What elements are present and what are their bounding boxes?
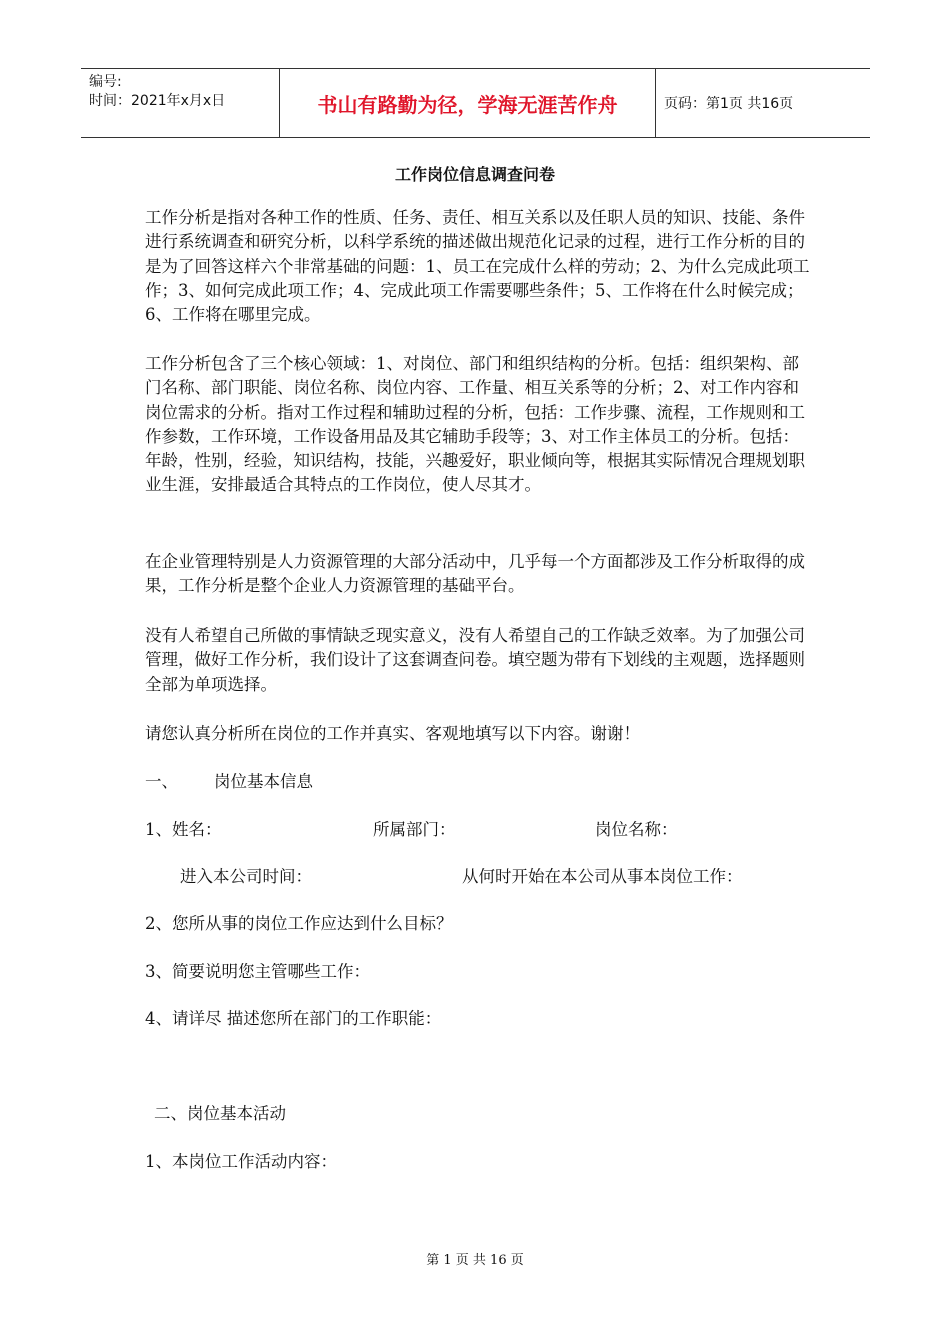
number-label: 编号: — [89, 74, 122, 90]
question-3: 3、简要说明您主管哪些工作： — [145, 962, 370, 981]
position-field-label: 岗位名称： — [595, 820, 678, 839]
paragraph-hr-basis: 在企业管理特别是人力资源管理的大部分活动中，几乎每一个方面都涉及工作分析取得的成果，工作分析是整个企业人力资源管理的基础平台。 — [145, 552, 805, 596]
section1-title: 岗位基本信息 — [214, 772, 313, 791]
header-motto: 书山有路勤为径，学海无涯苦作舟 — [280, 69, 656, 137]
paragraph-purpose: 没有人希望自己所做的事情缺乏现实意义，没有人希望自己的工作缺乏效率。为了加强公司管理，做好工作分析，我们设计了这套调查问卷。填空题为带有下划线的主观题，选择题则全部为单项选择。 — [145, 626, 805, 694]
question-2: 2、您所从事的岗位工作应达到什么目标？ — [145, 914, 453, 933]
section2-question-1: 1、本岗位工作活动内容： — [145, 1152, 337, 1171]
question-4: 4、请详尽 描述您所在部门的工作职能： — [145, 1009, 442, 1028]
paragraph-core-areas: 工作分析包含了三个核心领域：1、对岗位、部门和组织结构的分析。包括：组织架构、部门名称、部门职能、岗位名称、岗位内容、工作量、相互关系等的分析；2、对工作内容和岗位需求的分析。指对工作过程和辅助过程的分析，包括：工作步骤、流程，工作规则和工作参数，工作环境，工作设备用品及其它辅助手段等；3、对工作主体员工的分析。包括：年龄，性别，经验，知识结构，技能，兴趣爱好，职业倾向等，根据其实际情况合理规划职业生涯，安排最适合其特点的工作岗位，使人尽其才。 — [145, 354, 805, 495]
department-field-label: 所属部门： — [373, 820, 456, 839]
join-date-field-label: 进入本公司时间： — [180, 867, 312, 886]
section2-title: 二、岗位基本活动 — [154, 1104, 286, 1123]
name-field-label: 1、姓名： — [145, 820, 222, 839]
document-title: 工作岗位信息调查问卷 — [394, 165, 555, 184]
header-meta — [81, 69, 280, 137]
section1-number: 一、 — [145, 772, 178, 791]
paragraph-instruction: 请您认真分析所在岗位的工作并真实、客观地填写以下内容。谢谢！ — [145, 724, 640, 743]
page-footer: 第 1 页 共 16 页 — [426, 1253, 524, 1268]
position-since-field-label: 从何时开始在本公司从事本岗位工作： — [462, 867, 743, 886]
page-header — [81, 68, 870, 138]
header-page-info: 页码：第1页 共16页 — [664, 96, 794, 112]
date-label: 时间：2021年x月x日 — [89, 93, 226, 109]
paragraph-intro: 工作分析是指对各种工作的性质、任务、责任、相互关系以及任职人员的知识、技能、条件进行系统调查和研究分析，以科学系统的描述做出规范化记录的过程，进行工作分析的目的是为了回答这样六个非常基础的问题：1、员工在完成什么样的劳动；2、为什么完成此项工作；3、如何完成此项工作；4、完成此项工作需要哪些条件；5、工作将在什么时候完成；6、工作将在哪里完成。 — [145, 208, 810, 325]
